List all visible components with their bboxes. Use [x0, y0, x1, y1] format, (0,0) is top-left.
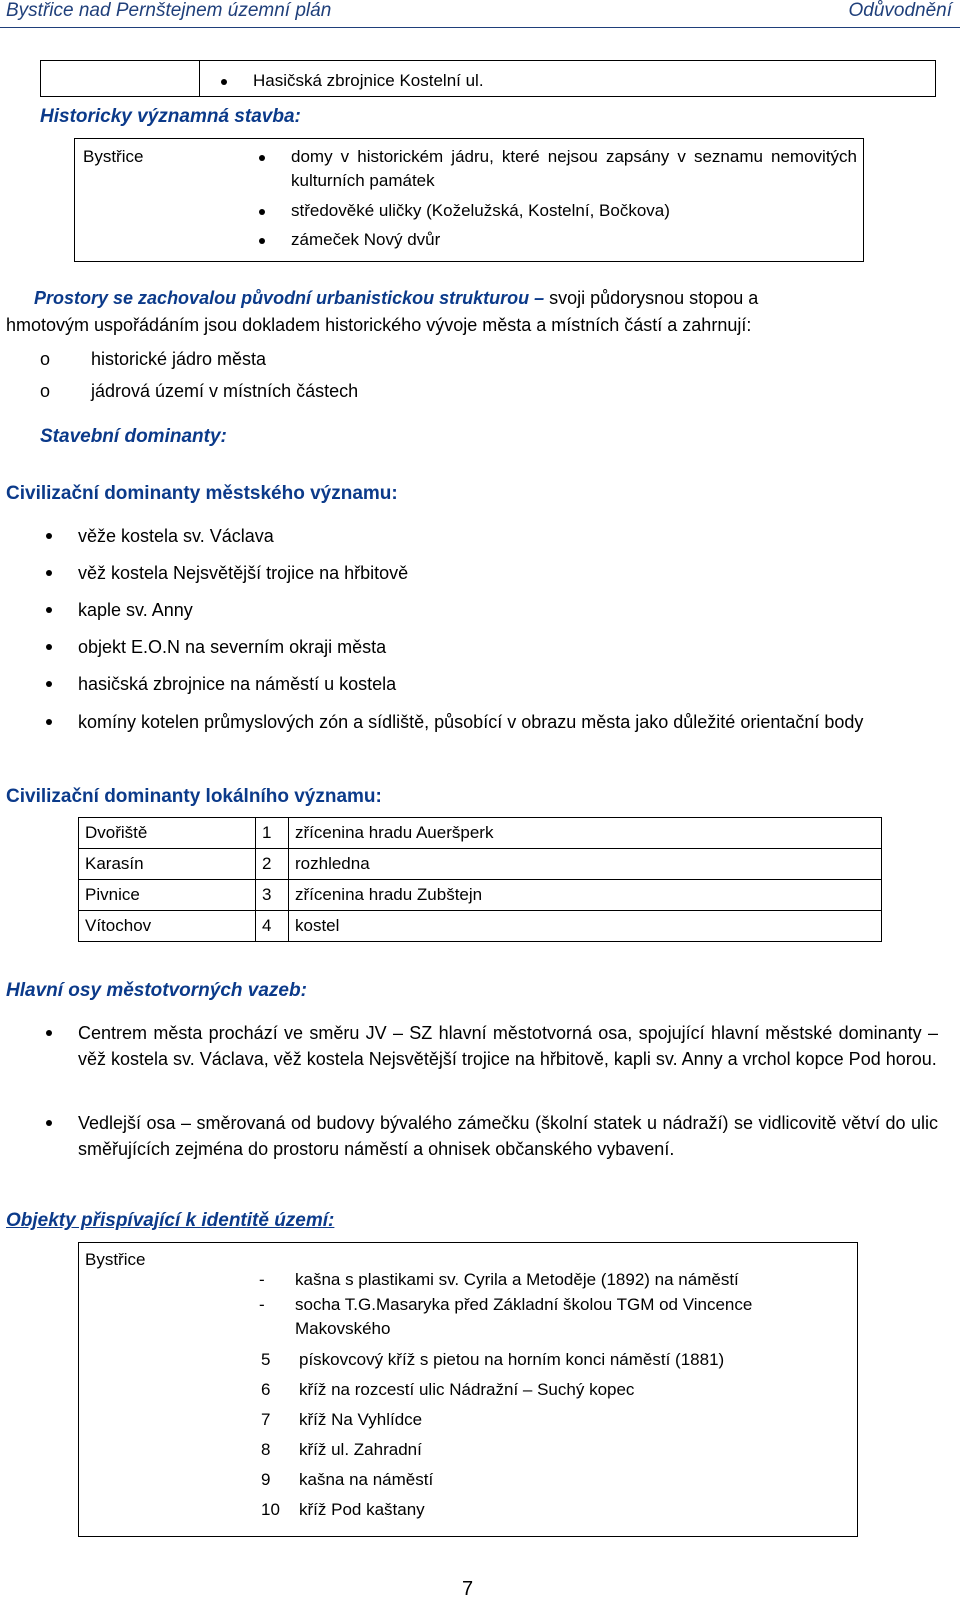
identity-num: 8	[261, 1440, 271, 1459]
local-dominants-table	[78, 817, 882, 942]
page-number: 7	[462, 1578, 474, 1600]
local-desc: kostel	[289, 911, 882, 942]
identity-num: 5	[261, 1350, 271, 1369]
local-place: Pivnice	[79, 880, 256, 911]
local-num: 2	[256, 849, 289, 880]
local-num: 1	[256, 818, 289, 849]
identity-text: pískovcový kříž s pietou na horním konci náměstí (1881)	[299, 1350, 725, 1369]
local-place: Dvořiště	[79, 818, 256, 849]
identity-num: 10	[261, 1500, 280, 1519]
historic-heading: Historicky významná stavba:	[40, 106, 301, 127]
local-place: Vítochov	[79, 911, 256, 942]
historic-place: Bystřice	[83, 147, 144, 166]
historic-item: středověké uličky (Koželužská, Kostelní, Bočkova)	[291, 199, 670, 223]
table-row	[79, 911, 882, 942]
identity-text: kříž ul. Zahradní	[299, 1440, 422, 1459]
civic-item: hasičská zbrojnice na náměstí u kostela	[78, 671, 396, 697]
dash-marker: -	[259, 1270, 265, 1289]
identity-dash-item: kašna s plastikami sv. Cyrila a Metoděje (1892) na náměstí	[295, 1270, 739, 1289]
identity-heading: Objekty přispívající k identitě území:	[6, 1210, 335, 1231]
local-desc: zřícenina hradu Aueršperk	[289, 818, 882, 849]
civic-item: objekt E.O.N na severním okraji města	[78, 634, 386, 660]
axes-heading: Hlavní osy městotvorných vazeb:	[6, 980, 307, 1001]
identity-num: 7	[261, 1410, 271, 1429]
structure-lead: Prostory se zachovalou původní urbanistickou strukturou –	[34, 288, 545, 308]
top-table	[40, 60, 936, 97]
identity-text: kříž na rozcestí ulic Nádražní – Suchý kopec	[299, 1380, 635, 1399]
local-heading: Civilizační dominanty lokálního významu:	[6, 786, 382, 807]
local-num: 3	[256, 880, 289, 911]
header-title: Bystřice nad Pernštejnem územní plán	[6, 0, 332, 21]
local-desc: rozhledna	[289, 849, 882, 880]
local-num: 4	[256, 911, 289, 942]
civic-item: věže kostela sv. Václava	[78, 523, 274, 549]
top-table-bullet: Hasičská zbrojnice Kostelní ul.	[253, 69, 484, 93]
civic-item: komíny kotelen průmyslových zón a sídliště, působící v obrazu města jako důležité orientační body	[78, 709, 938, 735]
table-row	[79, 818, 882, 849]
identity-num: 9	[261, 1470, 271, 1489]
civic-item: kaple sv. Anny	[78, 597, 193, 623]
local-desc: zřícenina hradu Zubštejn	[289, 880, 882, 911]
identity-text: kříž Pod kaštany	[299, 1500, 425, 1519]
structure-marker: o	[40, 349, 51, 369]
identity-table	[78, 1242, 858, 1537]
civic-item: věž kostela Nejsvětější trojice na hřbitově	[78, 560, 408, 586]
identity-place: Bystřice	[85, 1250, 146, 1269]
table-row	[79, 849, 882, 880]
identity-num: 6	[261, 1380, 271, 1399]
header-section: Odůvodnění	[848, 0, 952, 21]
structure-marker: o	[40, 381, 51, 401]
structure-item: historické jádro města	[91, 349, 267, 369]
axes-item: Vedlejší osa – směrovaná od budovy bývalého zámečku (školní statek u nádraží) se vidlicovitě větví do ulic směřujících zejména do prostoru náměstí a ohnisek občanského vybavení.	[78, 1110, 938, 1162]
structure-lead-rest: svoji půdorysnou stopou a	[544, 288, 759, 308]
historic-item: domy v historickém jádru, které nejsou zapsány v seznamu nemovitých kulturních památek	[291, 145, 857, 193]
civic-heading: Civilizační dominanty městského významu:	[6, 483, 398, 504]
local-place: Karasín	[79, 849, 256, 880]
identity-text: kříž Na Vyhlídce	[299, 1410, 423, 1429]
historic-table	[74, 138, 864, 262]
dash-marker: -	[259, 1295, 265, 1314]
table-divider	[199, 60, 200, 97]
historic-item: zámeček Nový dvůr	[291, 228, 440, 252]
structure-item: jádrová území v místních částech	[91, 381, 359, 401]
identity-text: kašna na náměstí	[299, 1470, 434, 1489]
identity-dash-item: socha T.G.Masaryka před Základní školou TGM od Vincence Makovského	[295, 1295, 753, 1338]
structure-line-2: hmotovým uspořádáním jsou dokladem historického vývoje města a místních částí a zahrnují:	[6, 315, 752, 335]
structure-line-1	[34, 285, 934, 311]
axes-item: Centrem města prochází ve směru JV – SZ hlavní městotvorná osa, spojující hlavní městské dominanty – věž kostela sv. Václava, věž kostela Nejsvětější trojice na hřbitově, kapli sv. Anny a vrchol kopce Pod horou.	[78, 1020, 938, 1072]
dominants-heading: Stavební dominanty:	[40, 426, 227, 447]
header-divider	[0, 27, 960, 28]
table-row	[79, 880, 882, 911]
